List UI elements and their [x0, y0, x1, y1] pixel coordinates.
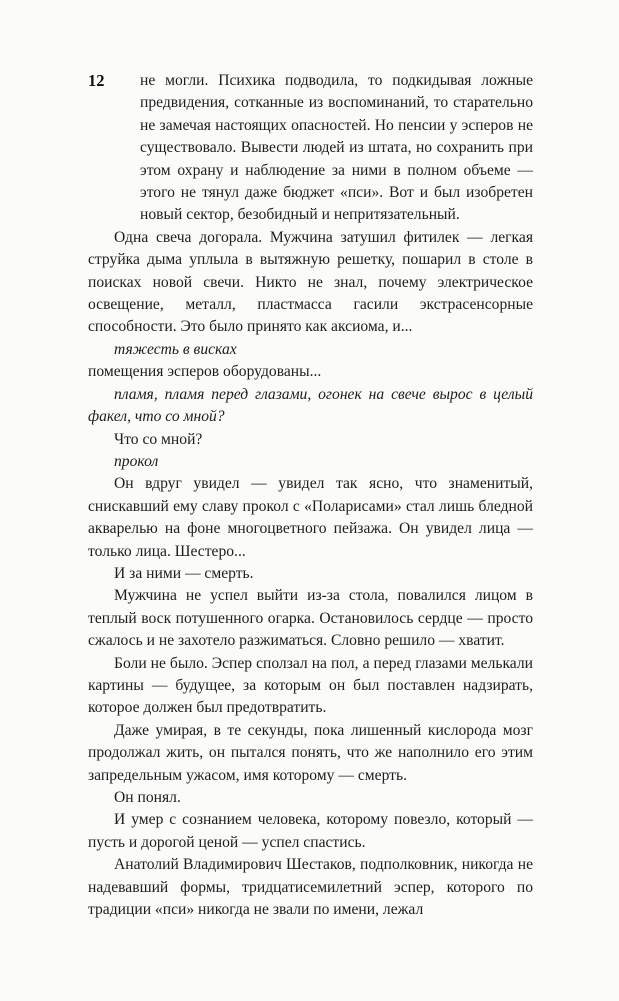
paragraph-list: [88, 227, 533, 922]
paragraph: Он понял.: [114, 789, 181, 806]
paragraph: не могли. Психика подводила, то подкидывая ложные предвидения, сотканные из воспоминаний, то старательно не замечая настоящих опасностей. Но пенсии у эсперов не существовало. Вывести людей из штата, но сохранить при этом охрану и наблюдение за ними в полном объеме — этого не тянул даже бюджет «пси». Вот и был изобретен новый сектор, безобидный и непритязательный.: [140, 72, 533, 224]
paragraph-italic: тяжесть в висках: [114, 340, 237, 358]
paragraph: Мужчина не успел выйти из-за стола, повалился лицом в теплый воск потушенного огарка. Остановилось сердце — просто сжалось и не захотело разжиматься. Словно решило — хватит.: [88, 587, 533, 650]
paragraph: помещения эсперов оборудованы...: [88, 363, 322, 381]
paragraph: Одна свеча догорала. Мужчина затушил фитилек — легкая струйка дыма уплыла в вытяжную решетку, пошарил в столе в поисках новой свечи. Никто не знал, почему электрическое освещение, металл, пластмасса гасили экстрасенсорные способности. Это было принято как аксиома, и...: [88, 228, 533, 336]
paragraph: Он вдруг увидел — увидел так ясно, что знаменитый, снискавший ему славу прокол с «Поларисами» стал лишь бледной акварелью на фоне многоцветного пейзажа. Он увидел лица — только лица. Шестеро...: [88, 475, 533, 560]
paragraph-italic: прокол: [114, 452, 159, 470]
paragraph: Даже умирая, в те секунды, пока лишенный кислорода мозг продолжал жить, он пытался понять, что же наполнило его этим запредельным ужасом, имя которому — смерть.: [88, 721, 533, 784]
paragraph: Анатолий Владимирович Шестаков, подполковник, никогда не надевавший формы, тридцатисемилетний эспер, которого по традиции «пси» никогда не звали по имени, лежал: [88, 856, 533, 919]
paragraph: И умер с сознанием человека, которому повезло, который — пусть и дорогой ценой — успел спастись.: [88, 811, 533, 851]
paragraph-italic: пламя, пламя перед глазами, огонек на свече вырос в целый факел, что со мной?: [88, 385, 533, 426]
page-number: 12: [88, 71, 105, 90]
first-paragraph-row: [88, 70, 533, 227]
paragraph: Что со мной?: [114, 430, 203, 448]
paragraph: Боли не было. Эспер сползал на пол, а перед глазами мелькали картины — будущее, за которым он был поставлен надзирать, которое должен был предотвратить.: [88, 654, 533, 717]
paragraph: И за ними — смерть.: [114, 564, 254, 582]
page-text-block: [88, 70, 533, 921]
